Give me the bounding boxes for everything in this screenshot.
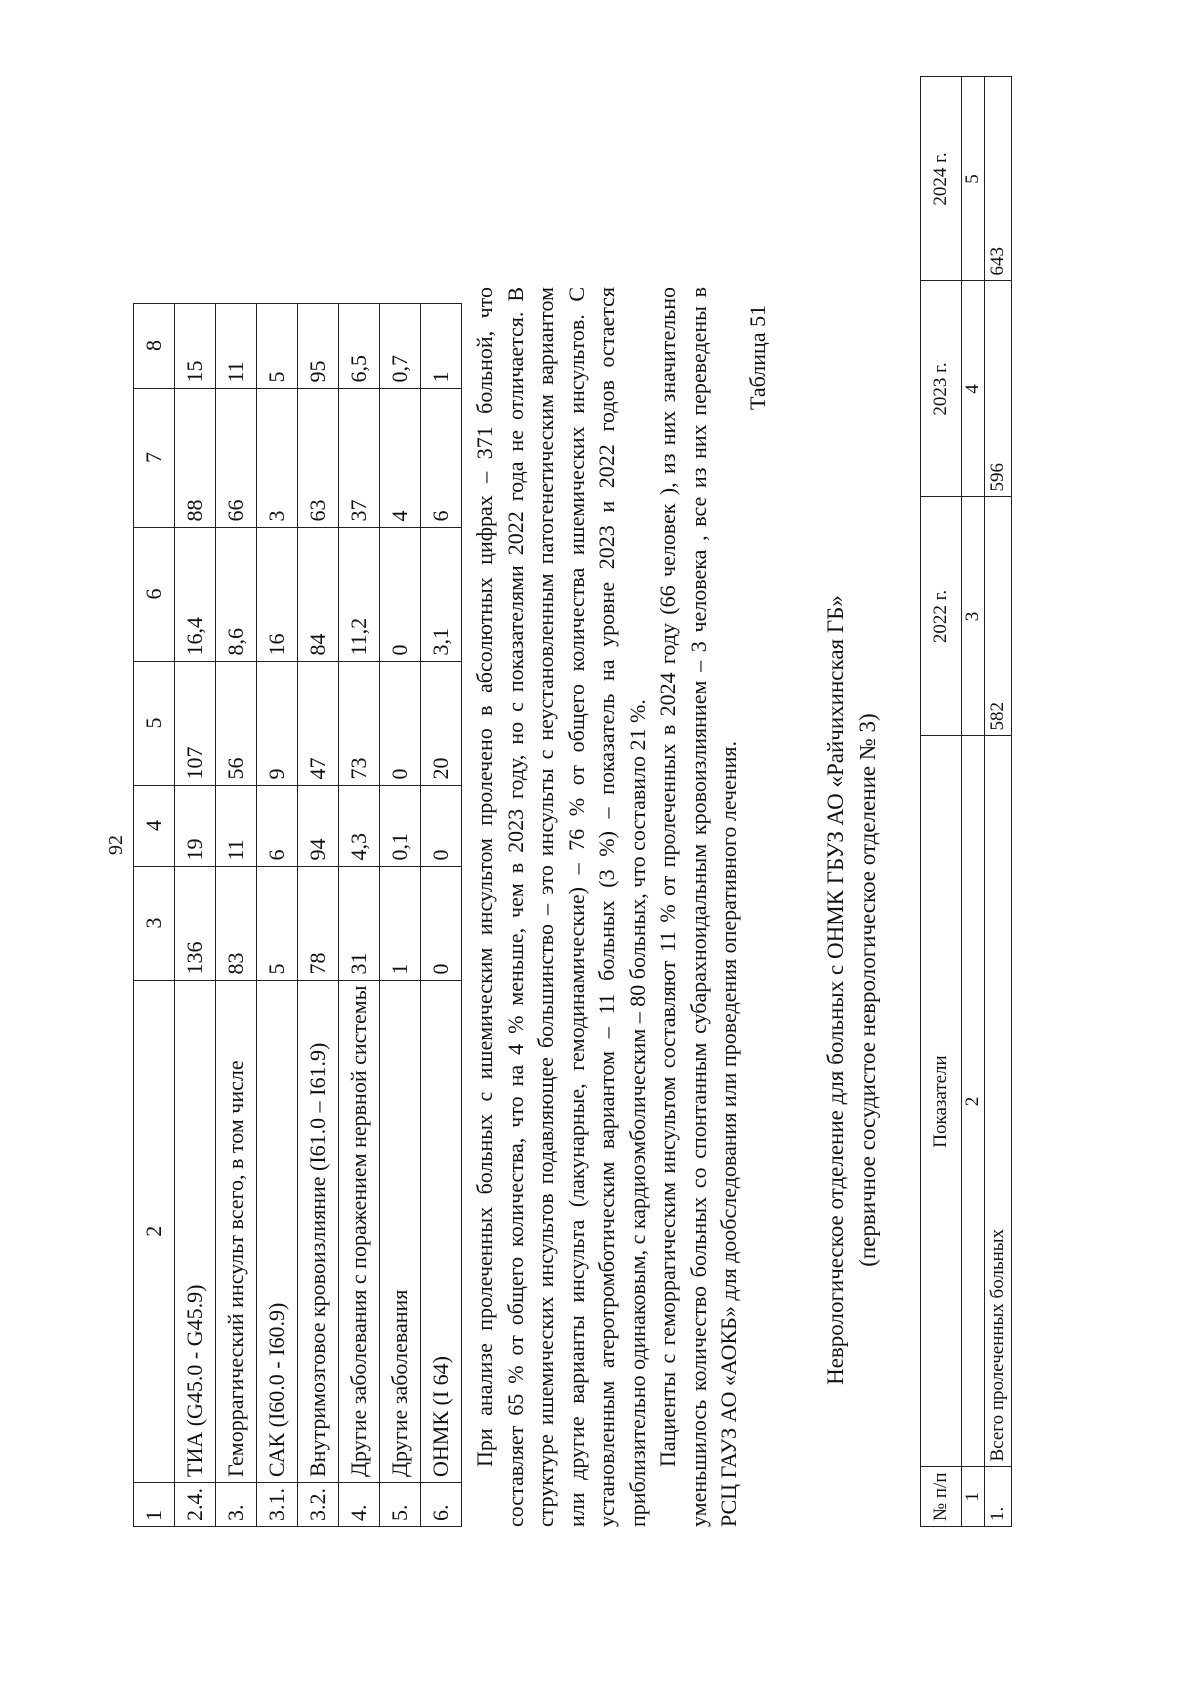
table-cell: 582 bbox=[985, 497, 1012, 736]
table-cell: 643 bbox=[985, 77, 1012, 281]
header-cell-2024: 2024 г. bbox=[921, 77, 962, 281]
row-label: Другие заболевания bbox=[380, 980, 421, 1482]
row-number: 4. bbox=[339, 1483, 380, 1527]
table-cell: 94 bbox=[298, 785, 339, 866]
row-label: Всего пролеченных больных bbox=[985, 736, 1012, 1467]
table-row bbox=[380, 303, 421, 1526]
table-cell: 37 bbox=[339, 388, 380, 527]
analysis-text bbox=[470, 287, 745, 1527]
table-cell: 1 bbox=[380, 866, 421, 980]
department-title: Неврологическое отделение для больных с ОНМК ГБУЗ АО «Райчихинская ГБ» bbox=[823, 595, 848, 1385]
table-cell: 78 bbox=[298, 866, 339, 980]
header-cell: 7 bbox=[134, 388, 175, 527]
column-number: 2 bbox=[962, 736, 985, 1467]
row-number: 2.4. bbox=[175, 1483, 216, 1527]
column-number-row bbox=[962, 77, 985, 1527]
table-cell: 0 bbox=[421, 785, 462, 866]
table-cell: 73 bbox=[339, 661, 380, 785]
table-cell: 0,7 bbox=[380, 303, 421, 388]
table-row bbox=[175, 303, 216, 1526]
table-cell: 136 bbox=[175, 866, 216, 980]
row-number: 3.1. bbox=[257, 1483, 298, 1527]
paragraph-ischemic: При анализе пролеченных больных с ишемическим инсультом пролечено в абсолютных цифрах – 371 больной, что составляет 65 % от общего количества, что на 4 % меньше, чем в 2023 году, но с показателями 2022 года не отличается. В структуре ишемических инсультов подавляющее большинство – это инсульты с неустановленным патогенетическим вариантом или другие варианты инсульта (лакунарные, гемодинамические) – 76 % от общего количества ишемических инсультов. С установленным атеротромботическим вариантом – 11 больных (3 %) – показатель на уровне 2023 и 2022 годов остается приблизительно одинаковым, с кардиоэмболическим – 80 больных, что составило 21 %. bbox=[472, 287, 650, 1527]
table-cell: 84 bbox=[298, 527, 339, 661]
table-row bbox=[216, 303, 257, 1526]
row-label: САК (I60.0 - I60.9) bbox=[257, 980, 298, 1482]
table-cell: 16,4 bbox=[175, 527, 216, 661]
table-cell: 0,1 bbox=[380, 785, 421, 866]
header-cell: 8 bbox=[134, 303, 175, 388]
header-cell-2023: 2023 г. bbox=[921, 281, 962, 497]
row-number: 3.2. bbox=[298, 1483, 339, 1527]
row-label: ОНМК (I 64) bbox=[421, 980, 462, 1482]
table-cell: 3 bbox=[257, 388, 298, 527]
header-cell: 6 bbox=[134, 527, 175, 661]
header-cell: 3 bbox=[134, 866, 175, 980]
table-cell: 6 bbox=[257, 785, 298, 866]
table-cell: 31 bbox=[339, 866, 380, 980]
column-number: 5 bbox=[962, 77, 985, 281]
table-header-row bbox=[921, 77, 962, 1527]
table-cell: 66 bbox=[216, 388, 257, 527]
table-cell: 8,6 bbox=[216, 527, 257, 661]
table-row bbox=[298, 303, 339, 1526]
row-label: Внутримозговое кровоизлияние (I61.0 – I61.9) bbox=[298, 980, 339, 1482]
column-number: 4 bbox=[962, 281, 985, 497]
row-number: 1. bbox=[985, 1467, 1012, 1527]
department-heading bbox=[820, 465, 884, 1515]
table-cell: 11 bbox=[216, 785, 257, 866]
table-cell: 11 bbox=[216, 303, 257, 388]
row-label: Другие заболевания с поражением нервной системы bbox=[339, 980, 380, 1482]
table-cell: 5 bbox=[257, 866, 298, 980]
table-cell: 63 bbox=[298, 388, 339, 527]
table-cell: 4 bbox=[380, 388, 421, 527]
table-cell: 0 bbox=[380, 661, 421, 785]
table-cell: 56 bbox=[216, 661, 257, 785]
table-cell: 83 bbox=[216, 866, 257, 980]
header-cell-indicator: Показатели bbox=[921, 736, 962, 1467]
table-row bbox=[257, 303, 298, 1526]
table-row bbox=[339, 303, 380, 1526]
table-cell: 0 bbox=[421, 866, 462, 980]
table-cell: 596 bbox=[985, 281, 1012, 497]
table-cell: 9 bbox=[257, 661, 298, 785]
table-cell: 16 bbox=[257, 527, 298, 661]
paragraph-hemorrhagic: Пациенты с геморрагическим инсультом составляют 11 % от пролеченных в 2024 году (66 человек ), из них значительно уменьшилось количество больных со спонтанным субарахноидальным кровоизлиянием – 3 человека , все из них переведены в РСЦ ГАУЗ АО «АОКБ» для дообследования или проведения оперативного лечения. bbox=[655, 287, 741, 1527]
table-cell: 107 bbox=[175, 661, 216, 785]
table-cell: 15 bbox=[175, 303, 216, 388]
row-number: 6. bbox=[421, 1483, 462, 1527]
table-cell: 11,2 bbox=[339, 527, 380, 661]
header-cell-number: № п/п bbox=[921, 1467, 962, 1527]
page-number: 92 bbox=[105, 835, 127, 855]
table-cell: 1 bbox=[421, 303, 462, 388]
department-subtitle: (первичное сосудистое неврологическое отделение № 3) bbox=[855, 713, 880, 1267]
treated-patients-table bbox=[920, 77, 1012, 1528]
table-cell: 5 bbox=[257, 303, 298, 388]
table-cell: 95 bbox=[298, 303, 339, 388]
table-cell: 88 bbox=[175, 388, 216, 527]
column-number: 1 bbox=[962, 1467, 985, 1527]
table-cell: 6,5 bbox=[339, 303, 380, 388]
header-cell: 4 bbox=[134, 785, 175, 866]
table-header-row bbox=[134, 303, 175, 1526]
table-row bbox=[985, 77, 1012, 1527]
table-cell: 20 bbox=[421, 661, 462, 785]
row-label: Геморрагический инсульт всего, в том числе bbox=[216, 980, 257, 1482]
stroke-statistics-table bbox=[133, 303, 462, 1527]
row-label: ТИА (G45.0 - G45.9) bbox=[175, 980, 216, 1482]
row-number: 5. bbox=[380, 1483, 421, 1527]
table-cell: 6 bbox=[421, 388, 462, 527]
column-number: 3 bbox=[962, 497, 985, 736]
table-row bbox=[421, 303, 462, 1526]
table-cell: 47 bbox=[298, 661, 339, 785]
header-cell: 1 bbox=[134, 1483, 175, 1527]
header-cell-2022: 2022 г. bbox=[921, 497, 962, 736]
table-caption: Таблица 51 bbox=[745, 304, 770, 410]
row-number: 3. bbox=[216, 1483, 257, 1527]
table-cell: 3,1 bbox=[421, 527, 462, 661]
header-cell: 2 bbox=[134, 980, 175, 1482]
header-cell: 5 bbox=[134, 661, 175, 785]
table-cell: 19 bbox=[175, 785, 216, 866]
table-cell: 0 bbox=[380, 527, 421, 661]
table-cell: 4,3 bbox=[339, 785, 380, 866]
